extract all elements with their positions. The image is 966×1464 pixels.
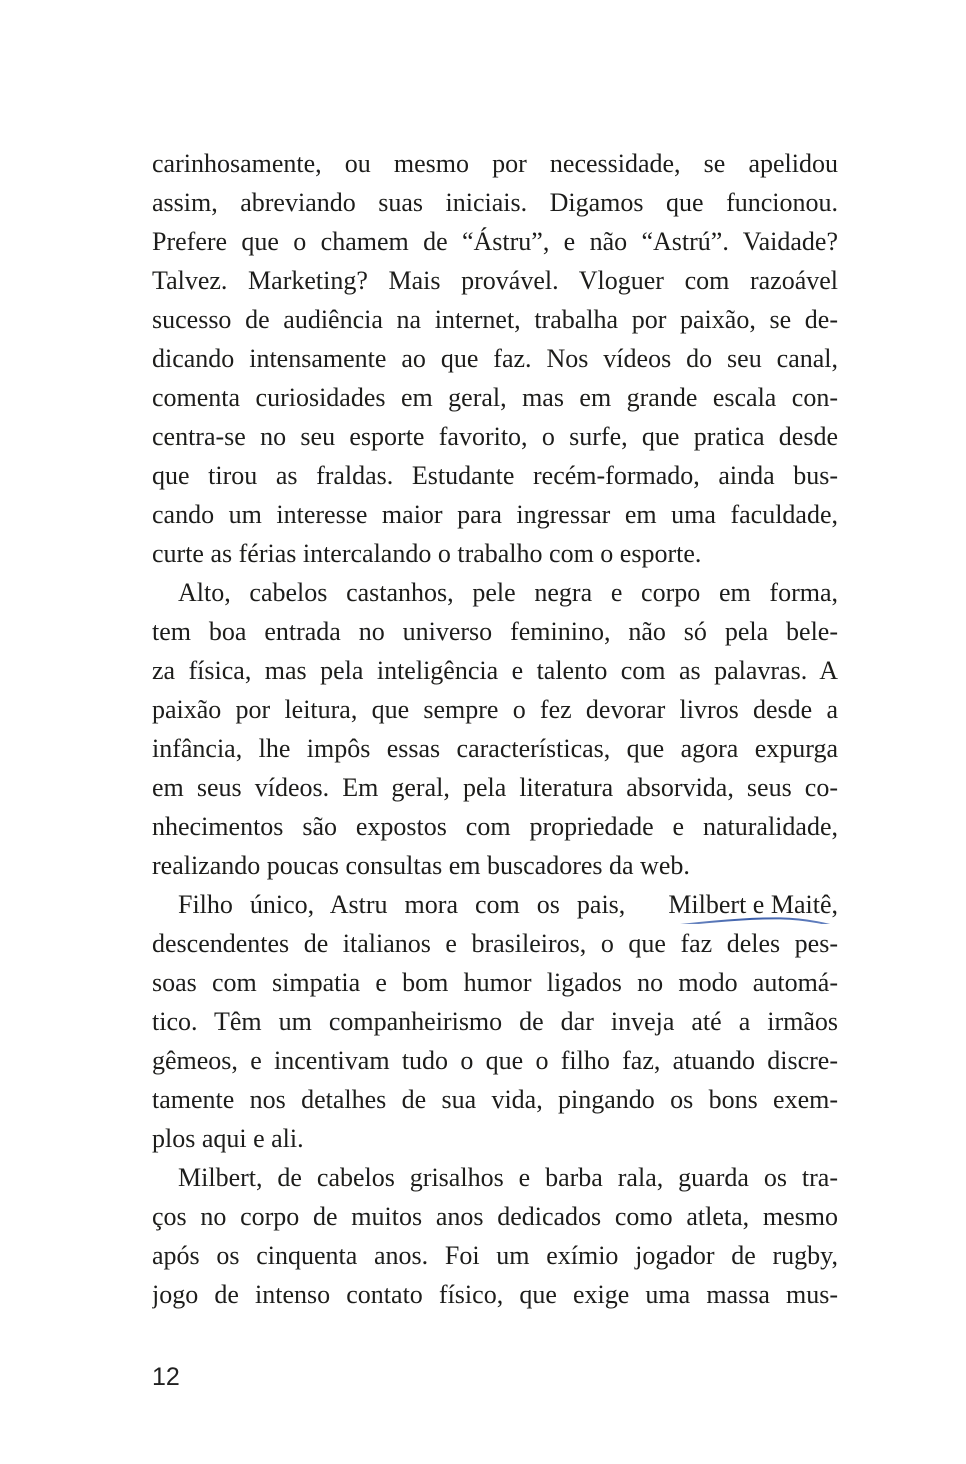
text-line: paixão por leitura, que sempre o fez devorar livros desde a bbox=[152, 695, 838, 724]
paragraph bbox=[152, 573, 838, 885]
text-line: cando um interesse maior para ingressar em uma faculdade, bbox=[152, 500, 838, 529]
text-block bbox=[152, 144, 838, 1314]
text-line: após os cinquenta anos. Foi um exímio jogador de rugby, bbox=[152, 1241, 838, 1270]
text-line: tamente nos detalhes de sua vida, pingando os bons exem- bbox=[152, 1085, 838, 1114]
text-line: carinhosamente, ou mesmo por necessidade, se apelidou bbox=[152, 149, 838, 178]
text-line: sucesso de audiência na internet, trabalha por paixão, se de- bbox=[152, 305, 838, 334]
text-line: soas com simpatia e bom humor ligados no modo automá- bbox=[152, 968, 838, 997]
text-line: assim, abreviando suas iniciais. Digamos que funcionou. bbox=[152, 188, 838, 217]
paragraph bbox=[152, 144, 838, 573]
text-line: realizando poucas consultas em buscadores da web. bbox=[152, 851, 690, 880]
text-line: descendentes de italianos e brasileiros, o que faz deles pes- bbox=[152, 929, 838, 958]
pen-underline-annotation-icon bbox=[637, 916, 838, 924]
text-line: centra-se no seu esporte favorito, o surfe, que pratica desde bbox=[152, 422, 838, 451]
text-line: Prefere que o chamem de “Ástru”, e não “Astrú”. Vaidade? bbox=[152, 227, 838, 256]
text-line: nhecimentos são expostos com propriedade e naturalidade, bbox=[152, 812, 838, 841]
annotated-phrase: Milbert e Maitê, bbox=[642, 885, 838, 924]
text-line: plos aqui e ali. bbox=[152, 1124, 304, 1153]
text-line: infância, lhe impôs essas características, que agora expurga bbox=[152, 734, 838, 763]
text-line: Alto, cabelos castanhos, pele negra e corpo em forma, bbox=[178, 578, 838, 607]
paragraph bbox=[152, 1158, 838, 1314]
paragraph bbox=[152, 885, 838, 1158]
text-line: Filho único, Astru mora com os pais, Milbert e Maitê, bbox=[152, 885, 838, 924]
text-line: que tirou as fraldas. Estudante recém-formado, ainda bus- bbox=[152, 461, 838, 490]
text-line: za física, mas pela inteligência e talento com as palavras. A bbox=[152, 656, 838, 685]
text-line: comenta curiosidades em geral, mas em grande escala con- bbox=[152, 383, 838, 412]
text-line: tico. Têm um companheirismo de dar inveja até a irmãos bbox=[152, 1007, 838, 1036]
text-line: em seus vídeos. Em geral, pela literatura absorvida, seus co- bbox=[152, 773, 838, 802]
text-line: jogo de intenso contato físico, que exige uma massa mus- bbox=[152, 1280, 838, 1309]
text-line: tem boa entrada no universo feminino, não só pela bele- bbox=[152, 617, 838, 646]
text-line: Milbert, de cabelos grisalhos e barba rala, guarda os tra- bbox=[178, 1163, 838, 1192]
text-line: curte as férias intercalando o trabalho com o esporte. bbox=[152, 539, 702, 568]
text-line: ços no corpo de muitos anos dedicados como atleta, mesmo bbox=[152, 1202, 838, 1231]
text-line: dicando intensamente ao que faz. Nos vídeos do seu canal, bbox=[152, 344, 838, 373]
text-line: gêmeos, e incentivam tudo o que o filho faz, atuando discre- bbox=[152, 1046, 838, 1075]
text-line: Talvez. Marketing? Mais provável. Vloguer com razoável bbox=[152, 266, 838, 295]
page-number: 12 bbox=[152, 1363, 180, 1391]
